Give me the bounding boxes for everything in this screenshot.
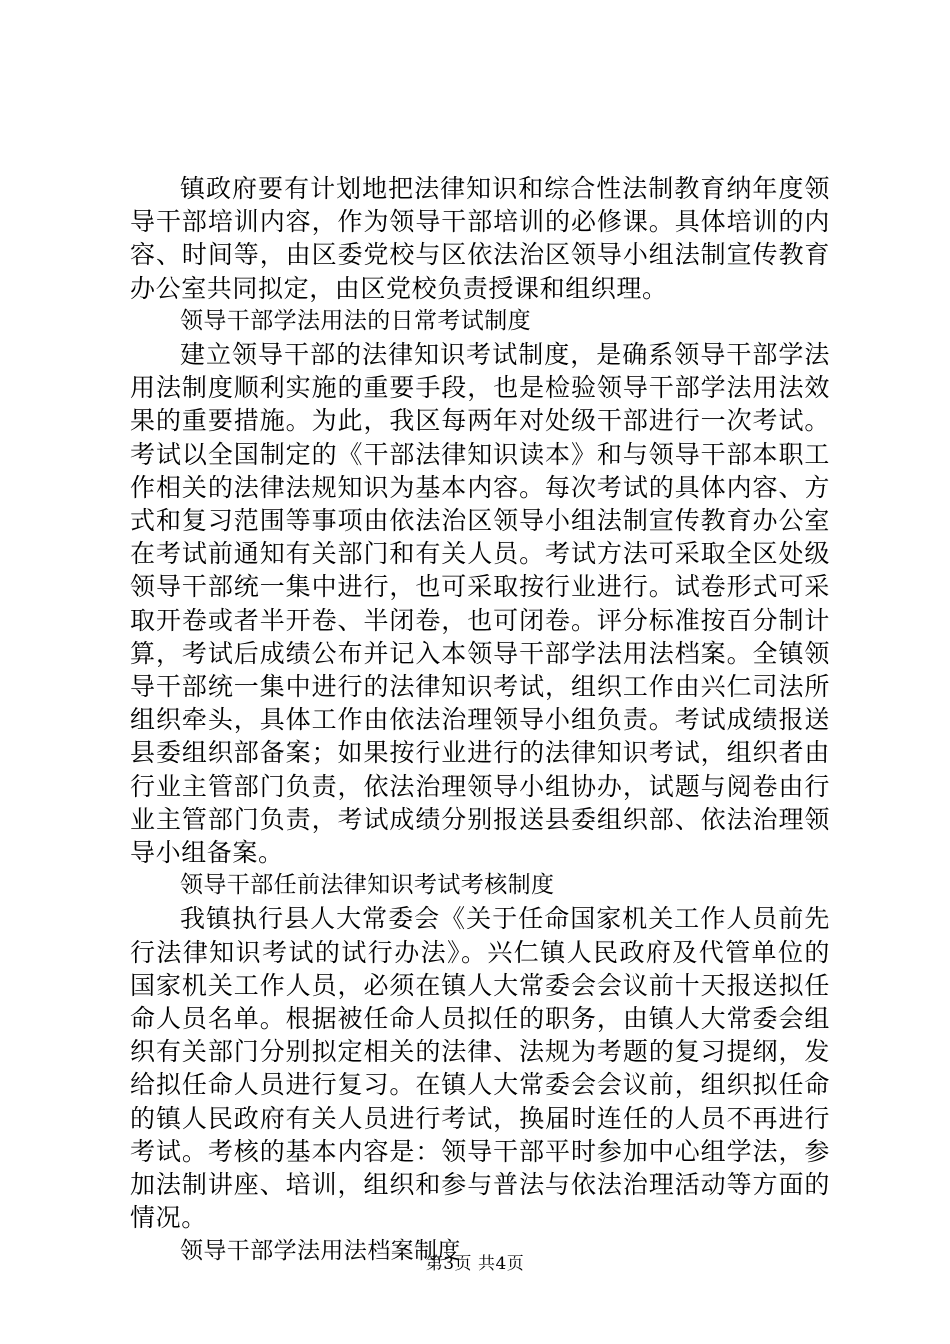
paragraph-pre-appointment-exam: 我镇执行县人大常委会《关于任命国家机关工作人员前先行法律知识考试的试行办法》。兴仁镇人民政府及代管单位的国家机关工作人员，必须在镇人大常委会会议前十天报送拟任命人员名单。根据被任命人员拟任的职务，由镇人大常委会组织有关部门分别拟定相关的法律、法规为考题的复习提纲，发给拟任命人员进行复习。在镇人大常委会会议前，组织拟任命的镇人民政府有关人员进行考试，换届时连任的人员不再进行考试。考核的基本内容是：领导干部平时参加中心组学法，参加法制讲座、培训，组织和参与普法与依法治理活动等方面的情况。	[130, 904, 830, 1233]
page-number-footer: 第3页 共4页	[425, 1254, 525, 1274]
heading-daily-exam: 领导干部学法用法的日常考试制度	[180, 307, 531, 334]
paragraph-training: 镇政府要有计划地把法律知识和综合性法制教育纳年度领导干部培训内容，作为领导干部培训的必修课。具体培训的内容、时间等，由区委党校与区依法治区领导小组法制宣传教育办公室共同拟定，由区党校负责授课和组织理。	[130, 174, 830, 303]
paragraph-daily-exam: 建立领导干部的法律知识考试制度，是确系领导干部学法用法制度顺利实施的重要手段，也是检验领导干部学法用法效果的重要措施。为此，我区每两年对处级干部进行一次考试。考试以全国制定的《干部法律知识读本》和与领导干部本职工作相关的法律法规知识为基本内容。每次考试的具体内容、方式和复习范围等事项由依法治区领导小组法制宣传教育办公室在考试前通知有关部门和有关人员。考试方法可采取全区处级领导干部统一集中进行，也可采取按行业进行。试卷形式可采取开卷或者半开卷、半闭卷，也可闭卷。评分标准按百分制计算，考试后成绩公布并记入本领导干部学法用法档案。全镇领导干部统一集中进行的法律知识考试，组织工作由兴仁司法所组织牵头，具体工作由依法治理领导小组负责。考试成绩报送县委组织部备案；如果按行业进行的法律知识考试，组织者由行业主管部门负责，依法治理领导小组协办，试题与阅卷由行业主管部门负责，考试成绩分别报送县委组织部、依法治理领导小组备案。	[130, 340, 830, 868]
heading-pre-appointment-exam: 领导干部任前法律知识考试考核制度	[180, 872, 555, 899]
heading-archive-system: 领导干部学法用法档案制度	[180, 1237, 461, 1264]
document-body	[130, 172, 830, 1268]
